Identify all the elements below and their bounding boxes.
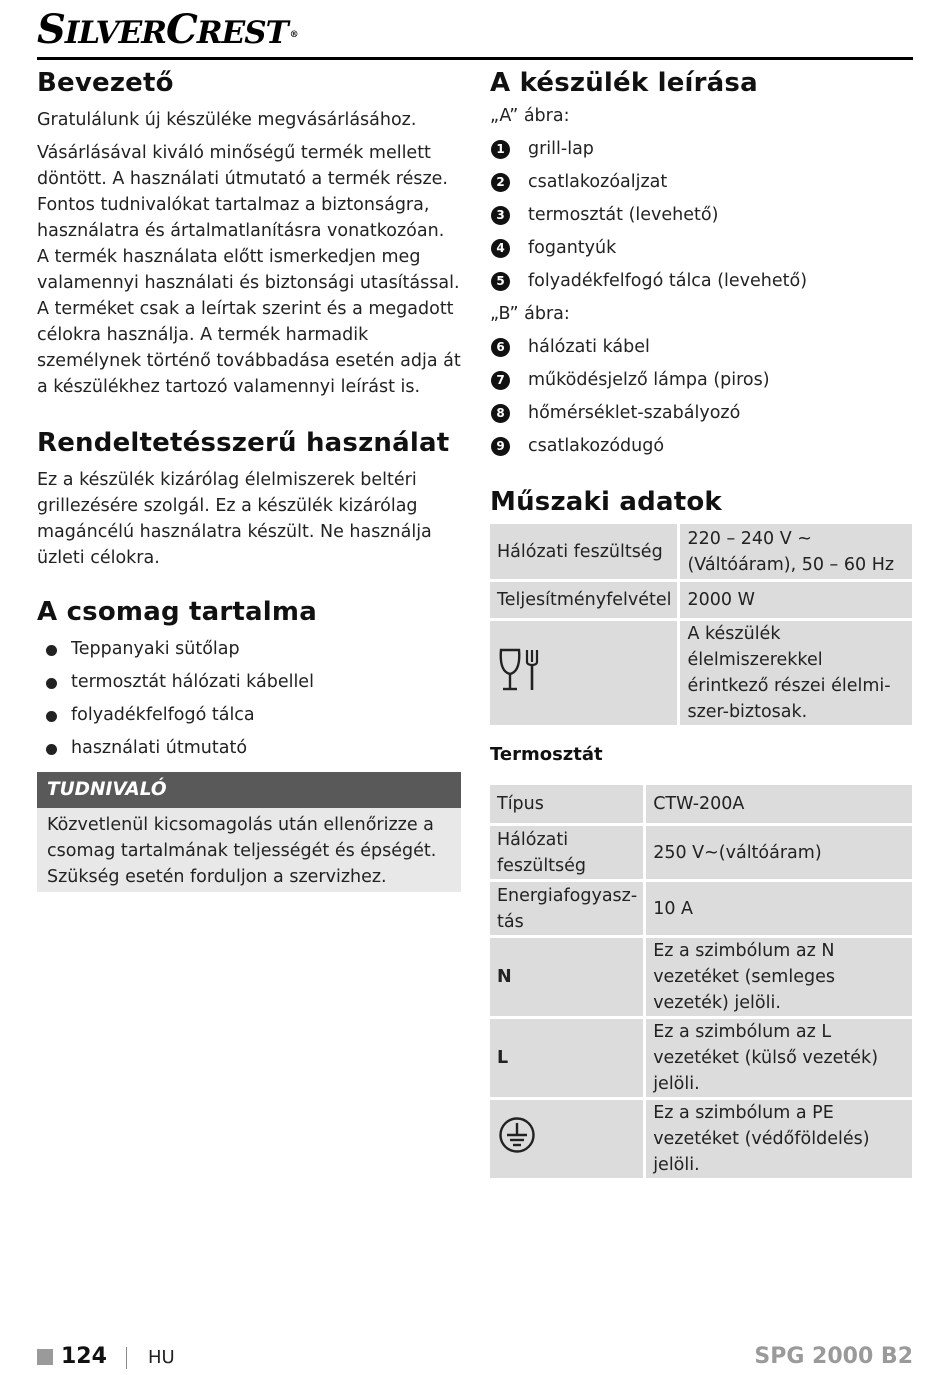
figure-b-list: [490, 331, 912, 463]
table-row: [490, 1100, 912, 1178]
table-cell-label: Hálózati feszültség: [490, 826, 643, 879]
list-item: folyadékfelfogó tálca: [37, 699, 461, 732]
page-number: 124: [61, 1344, 107, 1369]
table-row: [490, 826, 912, 879]
list-item: használati útmutató: [37, 732, 461, 765]
left-column: [37, 66, 461, 892]
table-cell-label: Típus: [490, 785, 643, 823]
page-marker-icon: [37, 1349, 53, 1365]
device-description-heading: A készülék leírása: [490, 68, 758, 98]
table-cell-value: 10 A: [643, 882, 912, 935]
list-item: termosztát hálózati kábellel: [37, 666, 461, 699]
table-row: [490, 882, 912, 935]
table-cell-value: Ez a szimbólum az L vezetéket (külső vezeték) jelöli.: [643, 1019, 912, 1097]
table-cell-label: Energiafogyasztás: [490, 882, 643, 935]
number-badge-icon: 9: [491, 437, 510, 456]
list-item: 1 grill-lap: [490, 133, 912, 166]
silvercrest-logo: SILVERCREST ®: [37, 6, 298, 53]
figure-b-label: „B” ábra:: [490, 304, 570, 324]
number-badge-icon: 8: [491, 404, 510, 423]
intro-paragraph-1: Gratulálunk új készüléke megvásárlásához.: [37, 110, 417, 130]
number-badge-icon: 6: [491, 338, 510, 357]
technical-data-table: [490, 521, 912, 728]
table-row: [490, 1019, 912, 1097]
table-cell-value: Ez a szimbólum az N vezetéket (semleges vezeték) jelöli.: [643, 938, 912, 1016]
number-badge-icon: 4: [491, 239, 510, 258]
table-cell-label: Hálózati feszültség: [490, 524, 677, 579]
line-symbol: L: [490, 1019, 643, 1097]
table-row: [490, 524, 912, 579]
note-text: Közvetlenül kicsomagolás után ellenőrizze a csomag tartalmának teljességét és épségét. Szükség esetén forduljon a szervizhez.: [37, 808, 461, 892]
note-title: TUDNIVALÓ: [37, 772, 461, 808]
technical-data-heading: Műszaki adatok: [490, 487, 722, 517]
table-cell-value: A készülék élelmiszerekkel érintkező részei élelmiszer-biztosak.: [677, 621, 912, 725]
table-cell-label: [490, 1100, 643, 1178]
figure-a-list: [490, 133, 912, 298]
bullet-icon: [46, 744, 57, 755]
table-cell-label: Teljesítményfelvétel: [490, 582, 677, 618]
list-item: 5 folyadékfelfogó tálca (levehető): [490, 265, 912, 298]
thermostat-heading: Termosztát: [490, 744, 603, 765]
intended-use-heading: Rendeltetésszerű használat: [37, 428, 450, 458]
package-contents-list: [37, 633, 461, 765]
fork-glass-icon: [497, 644, 545, 694]
bullet-icon: [46, 678, 57, 689]
list-item: 6 hálózati kábel: [490, 331, 912, 364]
figure-a-label: „A” ábra:: [490, 106, 570, 126]
model-number: SPG 2000 B2: [754, 1344, 913, 1369]
number-badge-icon: 7: [491, 371, 510, 390]
number-badge-icon: 5: [491, 272, 510, 291]
list-item: Teppanyaki sütőlap: [37, 633, 461, 666]
number-badge-icon: 3: [491, 206, 510, 225]
table-cell-value: 250 V~(váltóáram): [643, 826, 912, 879]
neutral-symbol: N: [490, 938, 643, 1016]
list-item: 2 csatlakozóaljzat: [490, 166, 912, 199]
table-row: [490, 785, 912, 823]
intro-heading: Bevezető: [37, 68, 174, 98]
list-item: 4 fogantyúk: [490, 232, 912, 265]
note-box: [37, 772, 461, 892]
intro-paragraph-2: Vásárlásával kiváló minőségű termék mellett döntött. A használati útmutató a termék része. Fontos tudnivalókat tartalmaz a biztonságra, használatra és ártalmatlanításra vonatkozóan. A termék használata előtt ismerkedjen meg valamennyi használati és biztonsági utasítással. A terméket csak a leírtak szerint és a megadott célokra használja. A termék harmadik személynek történő továbbadása esetén adja át a készülékhez tartozó valamennyi leírást is.: [37, 143, 461, 397]
number-badge-icon: 1: [491, 140, 510, 159]
bullet-icon: [46, 711, 57, 722]
footer-divider: [126, 1347, 127, 1369]
list-item: 7 működésjelző lámpa (piros): [490, 364, 912, 397]
intended-use-paragraph: Ez a készülék kizárólag élelmiszerek beltéri grillezésére szolgál. Ez a készülék kizárólag magáncélú használatra készült. Ne használja üzleti célokra.: [37, 470, 432, 568]
protective-earth-icon: [497, 1115, 537, 1155]
table-cell-value: CTW-200A: [643, 785, 912, 823]
table-row: [490, 582, 912, 618]
list-item: 9 csatlakozódugó: [490, 430, 912, 463]
bullet-icon: [46, 645, 57, 656]
table-cell-value: 2000 W: [677, 582, 912, 618]
thermostat-table: [490, 782, 912, 1181]
table-row: [490, 938, 912, 1016]
page-footer: [37, 1341, 913, 1375]
table-cell-value: Ez a szimbólum a PE vezetéket (védőföldelés) jelöli.: [643, 1100, 912, 1178]
table-row: [490, 621, 912, 725]
list-item: 3 termosztát (levehető): [490, 199, 912, 232]
right-column: [490, 66, 912, 1181]
table-cell-value: 220 – 240 V ~ (Váltóáram), 50 – 60 Hz: [677, 524, 912, 579]
table-cell-label: [490, 621, 677, 725]
package-contents-heading: A csomag tartalma: [37, 597, 317, 627]
header-rule: [37, 57, 913, 60]
list-item: 8 hőmérséklet-szabályozó: [490, 397, 912, 430]
number-badge-icon: 2: [491, 173, 510, 192]
language-code: HU: [148, 1347, 175, 1368]
